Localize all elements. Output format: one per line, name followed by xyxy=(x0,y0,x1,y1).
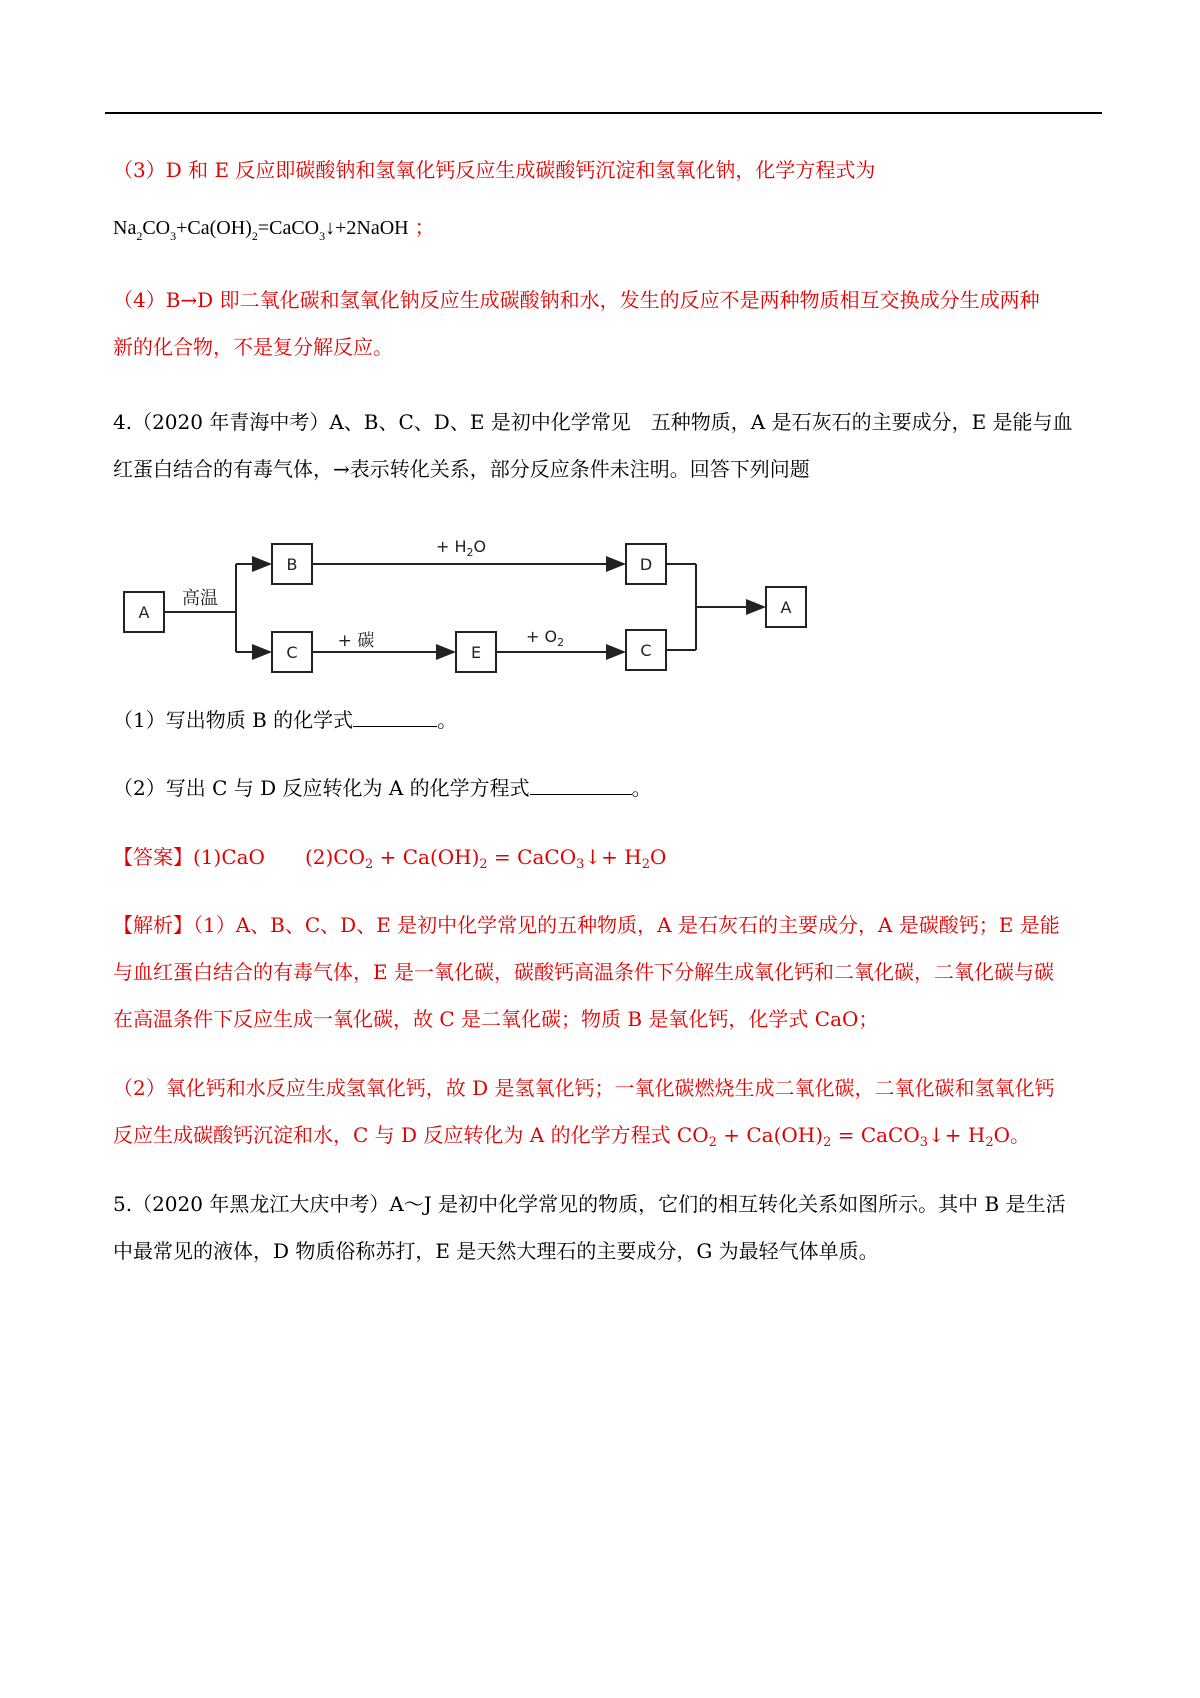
q3-equation: $Na_2CO_3+Ca(OH)_2=CaCO_3↓+2NaOH$ ； xyxy=(113,217,435,243)
q4-answer: 【答案】(1)CaO $(2)CO_2 + Ca(OH)_2$ = CaCO$_3$↓+ $H_2O$ xyxy=(113,845,667,872)
label-box-c-right: C xyxy=(640,641,652,660)
label-box-d: D xyxy=(639,555,653,574)
q4-analysis-line1: 【解析】（1）A、B、C、D、E 是初中化学常见的五种物质，A 是石灰石的主要成分，A 是碳酸钙；E 是能 xyxy=(113,913,1060,937)
label-water xyxy=(436,537,486,559)
q4-analysis-line4: （2）氧化钙和水反应生成氢氧化钙，故 D 是氢氧化钙；一氧化碳燃烧生成二氧化碳，二氧化碳和氢氧化钙 xyxy=(113,1076,1055,1100)
label-box-e: E xyxy=(470,643,482,662)
q4-stem-line2: 红蛋白结合的有毒气体，→表示转化关系，部分反应条件未注明。回答下列问题 xyxy=(113,457,810,481)
svg-text:+ O2: + $O_2$ xyxy=(526,627,565,649)
q3-part3-text: （3）D 和 E 反应即碳酸钠和氢氧化钙反应生成碳酸钙沉淀和氢氧化钠，化学方程式为 xyxy=(113,158,876,182)
label-high-temp: 高温 xyxy=(182,588,218,609)
label-box-a-right: A xyxy=(780,598,792,617)
q4-analysis-line2: 与血红蛋白结合的有毒气体，E 是一氧化碳，碳酸钙高温条件下分解生成氧化钙和二氧化碳，二氧化碳与碳 xyxy=(113,960,1054,984)
label-carbon: + 碳 xyxy=(337,631,375,651)
q4-analysis-line3: 在高温条件下反应生成一氧化碳，故 C 是二氧化碳；物质 B 是氧化钙，化学式 CaO； xyxy=(113,1007,879,1031)
answer-blank-1[interactable] xyxy=(353,708,437,727)
q4-sub1: （1）写出物质 B 的化学式 。 xyxy=(113,708,458,732)
q5-stem-line1: 5.（2020 年黑龙江大庆中考）A～J 是初中化学常见的物质，它们的相互转化关系如图所示。其中 B 是生活 xyxy=(113,1192,1066,1216)
q5-stem-line2: 中最常见的液体，D 物质俗称苏打，E 是天然大理石的主要成分，G 为最轻气体单质。 xyxy=(113,1239,879,1263)
header-rule xyxy=(105,112,1102,114)
q4-reaction-diagram xyxy=(116,530,836,680)
q4-analysis-line5: 反应生成碳酸钙沉淀和水，C 与 D 反应转化为 A 的化学方程式 $CO_2 + Ca(OH)_2$ = CaCO$_3$↓+ $H_2O$。 xyxy=(113,1123,1031,1150)
q4-stem-line1: 4.（2020 年青海中考）A、B、C、D、E 是初中化学常见 五种物质，A 是石灰石的主要成分，E 是能与血 xyxy=(113,410,1073,434)
svg-text:+ H2O: + $H_2O$ xyxy=(436,537,487,559)
answer-blank-2[interactable] xyxy=(530,776,632,795)
q3-part4-line2: 新的化合物，不是复分解反应。 xyxy=(113,335,393,359)
label-box-a-left: A xyxy=(138,603,150,622)
label-box-c-lower: C xyxy=(286,643,298,662)
q3-part4-line1: （4）B→D 即二氧化碳和氢氧化钠反应生成碳酸钠和水，发生的反应不是两种物质相互交换成分生成两种 xyxy=(113,288,1040,312)
q4-sub2: （2）写出 C 与 D 反应转化为 A 的化学方程式 。 xyxy=(113,776,652,800)
label-box-b: B xyxy=(286,555,298,574)
label-oxygen xyxy=(526,627,564,649)
